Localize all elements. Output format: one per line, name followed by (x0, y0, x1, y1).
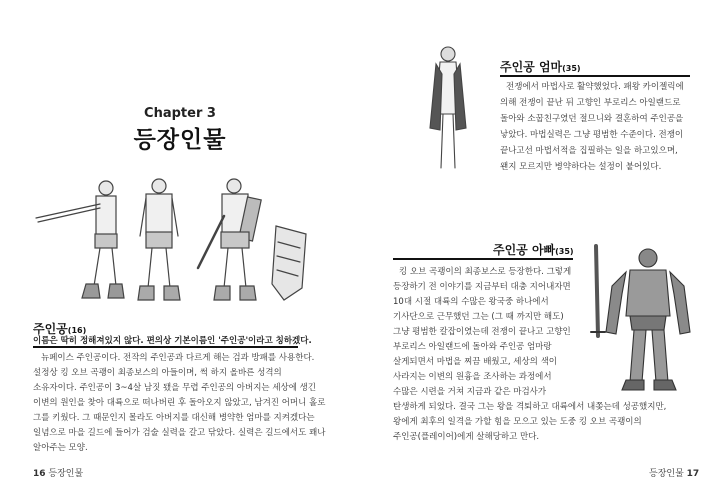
mother-line: 낳았다. 마법실력은 그냥 평범한 수준이다. 전쟁이 (500, 130, 684, 140)
mother-description (500, 79, 690, 175)
protagonist-side-pointing-figure (36, 181, 124, 298)
mother-name: 주인공 엄마 (500, 60, 563, 74)
protagonist-description (33, 351, 333, 456)
father-heading-rule (393, 258, 573, 260)
protagonist-line: 설정상 킹 오브 곡괭이 최종보스의 아들이며, 썩 하지 올바른 성격의 (33, 368, 282, 378)
father-age: (35) (555, 247, 574, 256)
left-page-folio (33, 466, 83, 479)
mother-line: 왠지 모르지만 병약하다는 설정이 붙어있다. (500, 162, 662, 172)
father-line: 기사단으로 근무했던 그는 (그 때 까지만 해도) (393, 312, 564, 322)
father-line: 사라지는 이변의 원흉을 조사하는 과정에서 (393, 372, 552, 382)
protagonist-back-figure (138, 179, 180, 300)
mother-age: (35) (562, 64, 581, 73)
protagonist-name: 주인공 (33, 322, 68, 336)
father-heading (493, 241, 574, 258)
father-line: 왕에게 최후의 일격을 가할 힘을 모으고 있는 도중 킹 오브 곡괭이의 (393, 417, 642, 427)
father-line: 부로리스 아일랜드에 돌아와 주인공 엄마랑 (393, 342, 552, 352)
father-line: 킹 오브 곡괭이의 최종보스로 등장한다. 그렇게 (399, 267, 572, 277)
father-line: 주인공(플레이어)에게 살해당하고 만다. (393, 432, 540, 442)
protagonist-age: (16) (67, 326, 87, 335)
father-line: 수많은 시련을 거쳐 지금과 같은 마검사가 (393, 387, 547, 397)
right-page (360, 0, 720, 504)
left-folio-label: 등장인물 (48, 469, 84, 479)
father-name: 주인공 아빠 (493, 243, 556, 257)
mother-line: 전쟁에서 마법사로 활약했었다. 패왕 카이젤릭에 (506, 82, 684, 92)
protagonist-line: 이변의 원인을 찾아 대륙으로 떠나버린 후 돌아오지 않았고, 남겨진 어머니 홀로 (33, 398, 326, 408)
protagonist-line: 소유자이다. 주인공이 3~4살 남짓 됐을 무렵 주인공의 아버지는 세상에 생긴 (33, 383, 317, 393)
mother-line: 의해 전쟁이 끝난 뒤 고향인 부로리스 아일랜드로 (500, 98, 681, 108)
father-line: 10대 시절 대륙의 수많은 왕국중 하나에서 (393, 297, 549, 307)
right-page-folio (649, 466, 699, 479)
protagonist-name-note: 이름은 딱히 정해져있지 않다. 편의상 기본이름인 '주인공'이라고 칭하겠다. (33, 336, 312, 346)
chapter-title: 등장인물 (133, 127, 227, 153)
father-line: 탄생하게 되었다. 결국 그는 왕을 격퇴하고 대륙에서 내쫒는데 성공했지만, (393, 402, 667, 412)
protagonist-heading-rule (33, 346, 298, 348)
mother-line: 끝나고선 마법서적을 집필하는 일을 하고있으며, (500, 146, 678, 156)
shield-sketch-figure (272, 226, 306, 300)
protagonist-sketch-illustration (28, 176, 328, 308)
right-folio-label: 등장인물 (649, 469, 684, 479)
father-line: 그냥 평범한 칼잡이였는데 전쟁이 끝나고 고향인 (393, 327, 571, 337)
father-line: 살게되면서 마법을 찌끔 배웠고, 세상의 색이 (393, 357, 558, 367)
mother-line: 돌아와 소꿉친구였던 절므니와 결혼하여 주인공을 (500, 114, 684, 124)
protagonist-line: 뉴페이스 주인공이다. 전작의 주인공과 다르게 해는 검과 방패를 사용한다. (41, 353, 315, 363)
chapter-label: Chapter 3 (144, 106, 216, 121)
right-page-number: 17 (686, 469, 700, 479)
protagonist-front-figure (198, 179, 261, 300)
protagonist-line: 그를 키웠다. 그 때문인지 몰라도 아버지를 대신해 병약한 엄마를 지켜겠다는 (33, 413, 315, 423)
left-page-number: 16 (33, 469, 46, 479)
protagonist-line: 일념으로 마을 길드에 들어가 검술 실력을 갈고 닦았다. 실력은 길드에서도 꽤나 (33, 428, 326, 438)
mother-sketch-illustration (426, 44, 470, 174)
protagonist-line: 알아주는 모양. (33, 443, 88, 453)
mother-heading (500, 58, 581, 75)
father-armor-sketch-illustration (590, 236, 700, 396)
mother-heading-rule (500, 75, 690, 77)
father-line: 등장하기 전 이야기를 지금부터 대충 지어내자면 (393, 282, 571, 292)
